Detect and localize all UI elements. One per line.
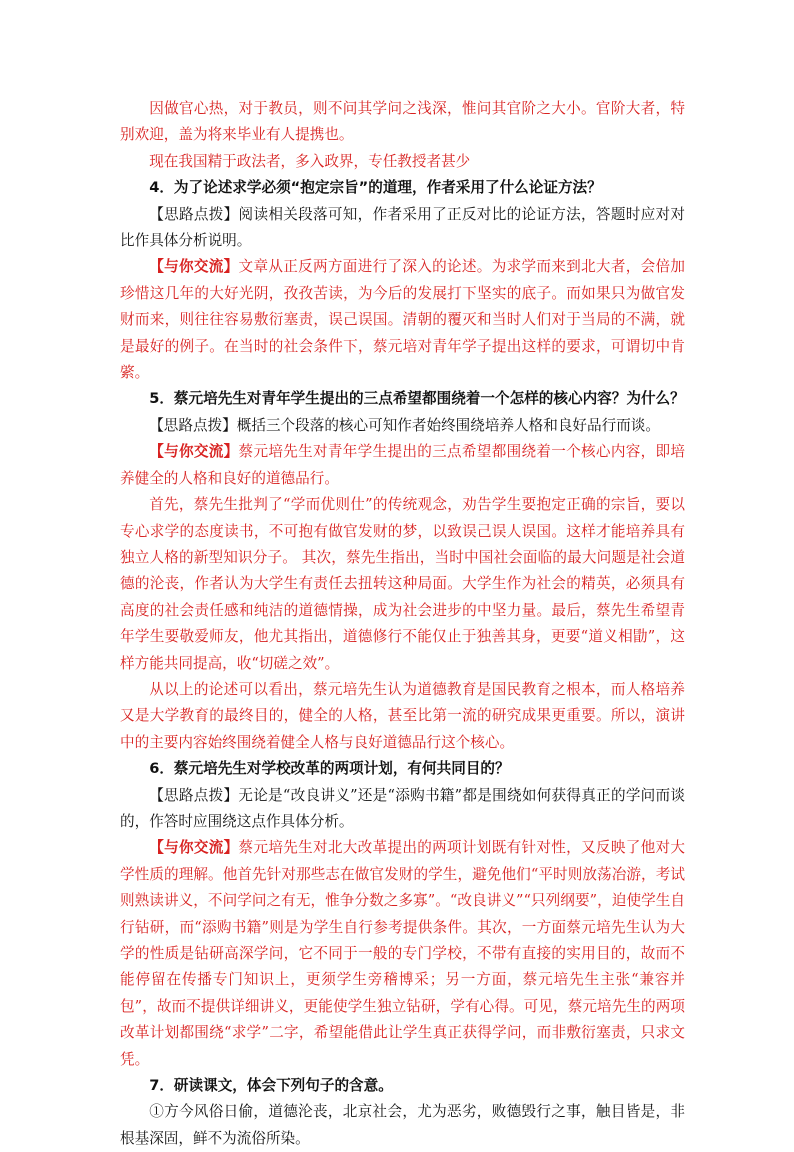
document-body bbox=[120, 96, 685, 1152]
answer-tag: 【与你交流】 bbox=[149, 443, 239, 461]
paragraph-red: 首先，蔡先生批判了“学而优则仕”的传统观念，劝告学生要抱定正确的宗旨，要以专心求学的态度读书，不可抱有做官发财的梦，以致误己误人误国。这样才能培养具有独立人格的新型知识分子。 其次，蔡先生指出，当时中国社会面临的最大问题是社会道德的沦丧，作者认为大学生有责任去扭转这种局面。大学生作为社会的精英，必须具有高度的社会责任感和纯洁的道德情操，成为社会进步的中坚力量。最后，蔡先生希望青年学生要敬爱师友，他尤其指出，道德修行不能仅止于独善其身，更要“道义相勖”，这样方能共同提高，收“切磋之效”。 bbox=[120, 496, 685, 672]
question-7: 7．研读课文，体会下列句子的含意。 bbox=[149, 1077, 393, 1095]
answer-tag: 【与你交流】 bbox=[149, 839, 239, 857]
hint-tag: 【思路点拨】 bbox=[149, 786, 239, 804]
hint-text: 概括三个段落的核心可知作者始终围绕培养人格和良好品行而谈。 bbox=[236, 416, 660, 434]
answer-text: 蔡元培先生对北大改革提出的两项计划既有针对性，又反映了他对大学性质的理解。他首先针对那些志在做官发财的学生，避免他们“平时则放荡冶游，考试则熟读讲义，不问学问之有无，惟争分数之多寡”。“改良讲义”“只列纲要”，迫使学生自行钻研，而“添购书籍”则是为学生自行参考提供条件。其次，一方面蔡元培先生认为大学的性质是钻研高深学问，它不同于一般的专门学校，不带有直接的实用目的，故而不能停留在传播专门知识上，更须学生旁稽博采；另一方面，蔡元培先生主张“兼容并包”，故而不提供详细讲义，更能使学生独立钻研，学有心得。可见，蔡元培先生的两项改革计划都围绕“求学”二字，希望能借此让学生真正获得学问，而非敷衍塞责，只求文凭。 bbox=[120, 839, 685, 1068]
paragraph-red: 从以上的论述可以看出，蔡元培先生认为道德教育是国民教育之根本，而人格培养又是大学教育的最终目的，健全的人格，甚至比第一流的研究成果更重要。所以，演讲中的主要内容始终围绕着健全人格与良好道德品行这个核心。 bbox=[120, 680, 685, 751]
quoted-sentence: ①方今风俗日偷，道德沦丧，北京社会，尤为恶劣，败德毁行之事，触目皆是，非根基深固，鲜不为流俗所染。 bbox=[120, 1103, 685, 1147]
answer-paragraph bbox=[120, 835, 685, 1073]
hint-paragraph bbox=[120, 783, 685, 836]
question-5: 5．蔡元培先生对青年学生提出的三点希望都围绕着一个怎样的核心内容？为什么？ bbox=[149, 390, 685, 408]
hint-paragraph bbox=[120, 202, 685, 255]
hint-text: 无论是“改良讲义”还是“添购书籍”都是围绕如何获得真正的学问而谈的，作答时应围绕这点作具体分析。 bbox=[120, 786, 685, 830]
answer-paragraph bbox=[120, 439, 685, 492]
answer-paragraph bbox=[120, 254, 685, 386]
answer-text: 文章从正反两方面进行了深入的论述。为求学而来到北大者，会倍加珍惜这几年的大好光阴，孜孜苦读，为今后的发展打下坚实的底子。而如果只为做官发财而来，则往往容易敷衍塞责，误己误国。清朝的覆灭和当时人们对于当局的不满，就是最好的例子。在当时的社会条件下，蔡元培对青年学子提出这样的要求，可谓切中肯綮。 bbox=[120, 258, 685, 382]
answer-text: 蔡元培先生对青年学生提出的三点希望都围绕着一个核心内容，即培养健全的人格和良好的道德品行。 bbox=[120, 443, 685, 487]
question-6: 6．蔡元培先生对学校改革的两项计划，有何共同目的？ bbox=[149, 760, 510, 778]
hint-tag: 【思路点拨】 bbox=[149, 205, 239, 223]
paragraph-red: 因做官心热，对于教员，则不问其学问之浅深，惟问其官阶之大小。官阶大者，特别欢迎，盖为将来毕业有人提携也。 bbox=[120, 100, 685, 144]
hint-text: 阅读相关段落可知，作者采用了正反对比的论证方法，答题时应对对比作具体分析说明。 bbox=[120, 205, 685, 250]
hint-paragraph bbox=[120, 413, 685, 439]
question-4: 4．为了论述求学必须“抱定宗旨”的道理，作者采用了什么论证方法？ bbox=[149, 179, 602, 197]
answer-tag: 【与你交流】 bbox=[149, 258, 239, 276]
hint-tag: 【思路点拨】 bbox=[149, 416, 237, 434]
paragraph-red: 现在我国精于政法者，多入政界，专任教授者甚少 bbox=[149, 152, 471, 170]
